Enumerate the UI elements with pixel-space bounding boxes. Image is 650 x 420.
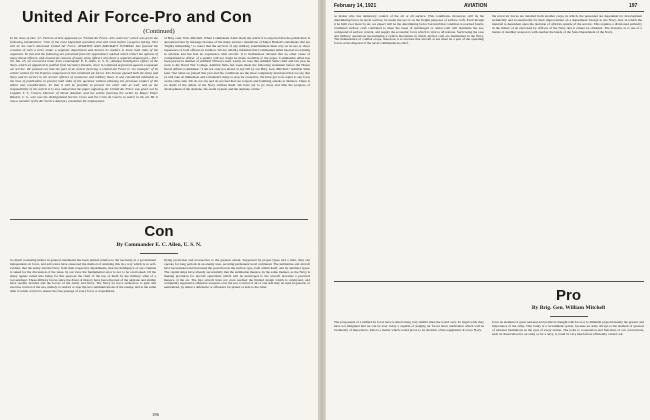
pro-byline: By Brig. Gen. William Mitchell xyxy=(531,305,606,311)
running-head-title: AVIATION xyxy=(464,3,488,9)
page-number: 196 xyxy=(152,412,159,417)
running-head-date: February 14, 1921 xyxy=(334,3,377,9)
spine-gutter xyxy=(318,0,326,420)
con-heading: Con xyxy=(144,223,174,240)
section-divider xyxy=(10,219,308,220)
left-page xyxy=(0,0,318,420)
continued-label: (Continued) xyxy=(143,28,175,35)
con-column-2: flying protection and accessories to the greatest extent. Supported by proper types and a train, they can operate for long periods in an enemy area, securing permanent local command. The submarine and aircraft have necessitated and increased the protection in the surface type, both within itself, and by auxiliary types. The capital ships have already successfully met the submarine menace. In the same manner, as the Navy is making provision for aircraft operations which will be developed to the aircraft becomes a practical menace of the air. The fate aircraft have not even reached the limited design which is celebrated, and completely aggressive offensive weapons over the sea. Control of air of one arm may be used in general, or neutralized, by either a defensive or offensive for planes or aids to the other. xyxy=(164,259,310,290)
pro-column-1: The proponents of a unified air force have worked along very similar lines the world over. To begin with, they have not imagined that air can be ever today a capable of judging air forces since unification which will be eventually of importance. This is a matter which would prove to be decisive of the equipment of every Navy. xyxy=(334,321,484,332)
right-column-1: as matter who has temporary control of the air or all surface. This conditions, moreover, will be the determining factor in naval warfare, be under the sea or on the freight purposes of surface craft. Even though it be built ever more by air, we expect will be the determining factor but until that condition is reached fourth, combined surface craft combined to meet the issue of submerged or aerial craft will dominate the sea, compound of surface control, and supply the economic force which is vital to all nations. Such being the case and military operations necessitating a radical movement in which surface craft are maintained in the Navy. The maintenance of combat scope, therefore, it is obvious that aircraft at sea must be a part of the operating forces at the disposal of the naval commander-in-chief. xyxy=(334,15,484,46)
pro-heading: Pro xyxy=(555,287,581,304)
header-rule xyxy=(334,11,644,12)
pro-divider xyxy=(334,281,644,282)
pro-byline-rule xyxy=(550,316,588,317)
intro-text-left: In the issue of Dec. 27, 1920 an article appeared on "United Air Force—Pro and Con" which was given the following introduction: "One of the most important questions that will come before Congress during 1921 will be the much discussed United Air Force. AVIATION AND AIRCRAFT JOURNAL has favored the creation of such a force under a separate department and desires its readers to know both sides of the argument. To this end the following are presented from the opposition's outlook which reflect the opinion of many Naval officers, and around the reasons of many Army officers who favor a separate department.—Ed." On Jan. 25, we received a letter from Commander E. E. Allen, U. S. N., Aviation Intelligence officer of the Navy, which we appeared to publish from Secretary Daniels, since it contained arguments against a separate air service. We pointed out that the part of an article favoring a United Air Force is "an example" of its article written for the Express component of this combined air forces. The bureau opened both the Army and Navy and its service to air service officers of commerce and military Navy. It was considered advisable at the time of publication to present both sides of the question without allowing the personal contact of the editor into consideration. So that it will be possible to present the other side as well, and as the responsibility of the article it is now stated that the paper opposing the United Air Force was given out by Captain T. T. Craven, Director of Naval Aviation, and the article favoring the writer by Major Elmer Haslett, C. S., who was the distinguished Service Cross and the Croix de Guerre to notice in the air. He is now a member of the Air Service Advisory committee for employment. xyxy=(10,37,158,103)
byline-rule xyxy=(140,253,178,254)
article-title: United Air Force-Pro and Con xyxy=(22,9,252,26)
con-column-1: So much confusing matter in general statements has been printed relative to the necessity of a government independent air force, and advocates have answered the method of attaining this in a way which is so self-evident, that the Army and the Navy from their respective departments, that the indulgence of our columns is asked for the discussion of the issue. In our view the fundamental error is not to be overlooked. Of the many agents called into being for this purpose the chief of the use of them by the military arms of a Government. These military forces since the dawn of history have been directed of the airplane and airship have readily decided and the forces of the Army and Navy. The Navy by force endeavors to gain and exercise control of the sea, namely to restrict or stop the sea communications of the enemy, and at the same time to retain control to ensure the free passage of every force or expeditions. xyxy=(10,259,156,294)
pro-column-2: force an element of great national and political strength which is not to diminish proportionately the greater and importance of the army. That rarely is a recruitment option, because an army always is the element of greatest of national institutions in the eyes of every nation. The point is cooperation and functions of our conversions, such as observation for an army or for a navy, it could be very much more efficiently carried out. xyxy=(492,321,644,336)
right-column-2: the naval air forces are detailed from another corps, in which, the personnel are dependent for development technically and economically for their improvement on a department foreign to the Navy, and, in which the material is dependent upon the decision of officials outside of the service. This requires a divisioned authority in the matter of an exercised by officers of the Navy and it cannot be obtained. The decision as to use of a matter of deadlier weapon is with another the hands of the State Department of the Navy. xyxy=(492,15,642,34)
intro-text-right: of Brig. Gen. Wm. Mitchell. When Commander Allen made the article it is expected that the publication is announced that by message because of the many serious contentions of Major Haslett's statements that are "highly misleading," to assert that the survival of any military establishment must rely on its sea or shore experience of both officers in aviation. We are reliably informed that Commander Allen has had no training in aviation and has had no experience with aircraft. It is furthermore advised that no other cause of comprehensive officer of a quality will not doubt be made available to the paper. Commander Allen has been placed in number of Admiral Wilson's staff. Lastly we note that Admiral Sims' chief and last year he went to the Naval War College. Admiral Sims last week made the following statement before the House Naval Affairs Committee: "I am not only not afraid of any bill by our Brig. Gen. Mitchell," Admiral Sims said, "but when we played this year and the conditions are the most completely developed that we say that ye will take an immediate and a moment's delay to stop for ourselves. We have got to be equal to any force on the other side. We do not say and do not feel that our torpedo and bombing attacks at distance. There is no doubt of the defeat of the Navy without them. We have yet to go away and time the progress of development of the airplane, the aerial torpedo and the airplane carrier." xyxy=(164,37,310,91)
con-byline: By Commander E. C. Allen, U. S. N. xyxy=(116,242,202,248)
running-head-folio: 197 xyxy=(629,3,638,9)
